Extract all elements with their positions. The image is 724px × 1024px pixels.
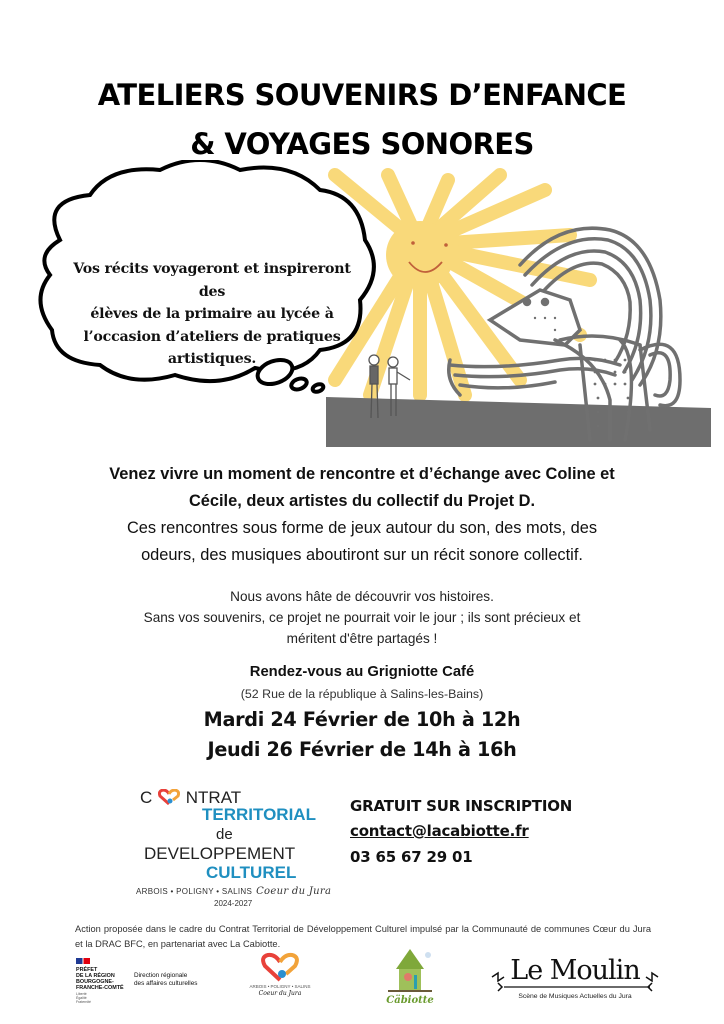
prefet-line: FRANCHE-COMTÉ <box>76 985 124 991</box>
logo-towns <box>136 886 346 897</box>
logo-script: Coeur du Jura <box>256 886 332 897</box>
page-title-line-1: ATELIERS SOUVENIRS D’ENFANCE <box>97 78 627 112</box>
prefet-line: DE LA RÉGION <box>76 973 115 979</box>
heart-people-icon <box>158 789 180 805</box>
prefet-drac-logo <box>74 958 214 1004</box>
logo-culturel: CULTUREL <box>206 863 297 882</box>
message-line: méritent d'être partagés ! <box>286 631 438 646</box>
prefet-text <box>76 967 124 991</box>
thought-line: artistiques. <box>167 351 257 367</box>
motto-line: Fraternité <box>76 1000 91 1004</box>
motto-line: Égalité <box>76 996 87 1000</box>
event-date-2: Jeudi 26 Février de 14h à 16h <box>207 738 517 761</box>
logo-territorial: TERRITORIAL <box>202 805 316 824</box>
venue-address: (52 Rue de la république à Salins-les-Bains) <box>240 687 484 701</box>
ccj-name: Coeur du Jura <box>258 990 302 997</box>
drac-line: Direction régionale <box>134 972 188 979</box>
intro-paragraph <box>40 515 684 569</box>
prefet-line: PRÉFET <box>76 967 98 973</box>
logo-letter-c: C <box>140 788 153 807</box>
logo-towns-text: ARBOIS • POLIGNY • SALINS <box>136 887 253 896</box>
contact-email-link[interactable]: contact@lacabiotte.fr <box>350 822 529 840</box>
intro-bold-line: Cécile, deux artistes du collectif du Projet D. <box>188 492 536 510</box>
thought-line: Vos récits voyageront et inspireront des <box>73 261 351 300</box>
contact-block <box>350 797 650 866</box>
marianne-flag-icon <box>76 958 90 964</box>
heart-people-icon <box>260 952 300 982</box>
drac-line: des affaires culturelles <box>134 980 198 987</box>
page-title-line-2: & VOYAGES SONORES <box>190 127 534 161</box>
venue-name: Rendez-vous au Grigniotte Café <box>249 664 475 680</box>
ccj-towns: ARBOIS • POLIGNY • SALINS <box>249 984 311 989</box>
prefet-line: BOURGOGNE- <box>76 979 114 985</box>
moulin-name: Le Moulin <box>510 955 640 986</box>
contact-phone[interactable]: 03 65 67 29 01 <box>350 848 473 866</box>
moulin-subtitle: Scène de Musiques Actuelles du Jura <box>518 993 632 1000</box>
intro-bold-paragraph <box>40 461 684 515</box>
footnote: Action proposée dans le cadre du Contrat Territorial de Développement Culturel impulsé par la Communauté de communes Cœur du Jura et la DRAC BFC, en partenariat avec La Cabiotte. <box>75 924 651 949</box>
free-registration-label: GRATUIT SUR INSCRIPTION <box>350 797 573 815</box>
birdhouse-icon <box>380 945 440 997</box>
thought-bubble-text <box>62 258 362 371</box>
ground <box>326 397 711 447</box>
message-paragraph <box>60 586 664 649</box>
message-line: Sans vos souvenirs, ce projet ne pourrait voir le jour ; ils sont précieux et <box>143 610 581 625</box>
le-moulin-logo <box>490 955 660 1010</box>
thought-line: élèves de la primaire au lycée à <box>90 306 334 322</box>
motto-line: Liberté <box>76 992 87 996</box>
cabiotte-logo <box>380 945 440 1015</box>
logo-de: de <box>216 826 233 843</box>
thought-line: l’occasion d’ateliers de pratiques <box>83 328 341 345</box>
cabiotte-name: Cäbiotte <box>386 995 434 1006</box>
logo-ntrat: NTRAT <box>185 788 242 807</box>
intro-line: Ces rencontres sous forme de jeux autour du son, des mots, des <box>126 519 598 537</box>
ctdc-logo <box>130 782 340 912</box>
intro-bold-line: Venez vivre un moment de rencontre et d’échange avec Coline et <box>109 465 615 483</box>
drac-text <box>134 972 197 988</box>
message-line: Nous avons hâte de découvrir vos histoires. <box>230 589 494 604</box>
event-date-1: Mardi 24 Février de 10h à 12h <box>203 708 521 731</box>
logo-years: 2024-2027 <box>214 899 253 908</box>
smiling-sun-icon <box>386 221 454 289</box>
intro-line: odeurs, des musiques aboutiront sur un récit sonore collectif. <box>141 546 583 564</box>
logo-developpement: DEVELOPPEMENT <box>144 844 296 863</box>
coeur-du-jura-logo <box>250 952 310 1002</box>
prefet-motto <box>76 992 91 1004</box>
